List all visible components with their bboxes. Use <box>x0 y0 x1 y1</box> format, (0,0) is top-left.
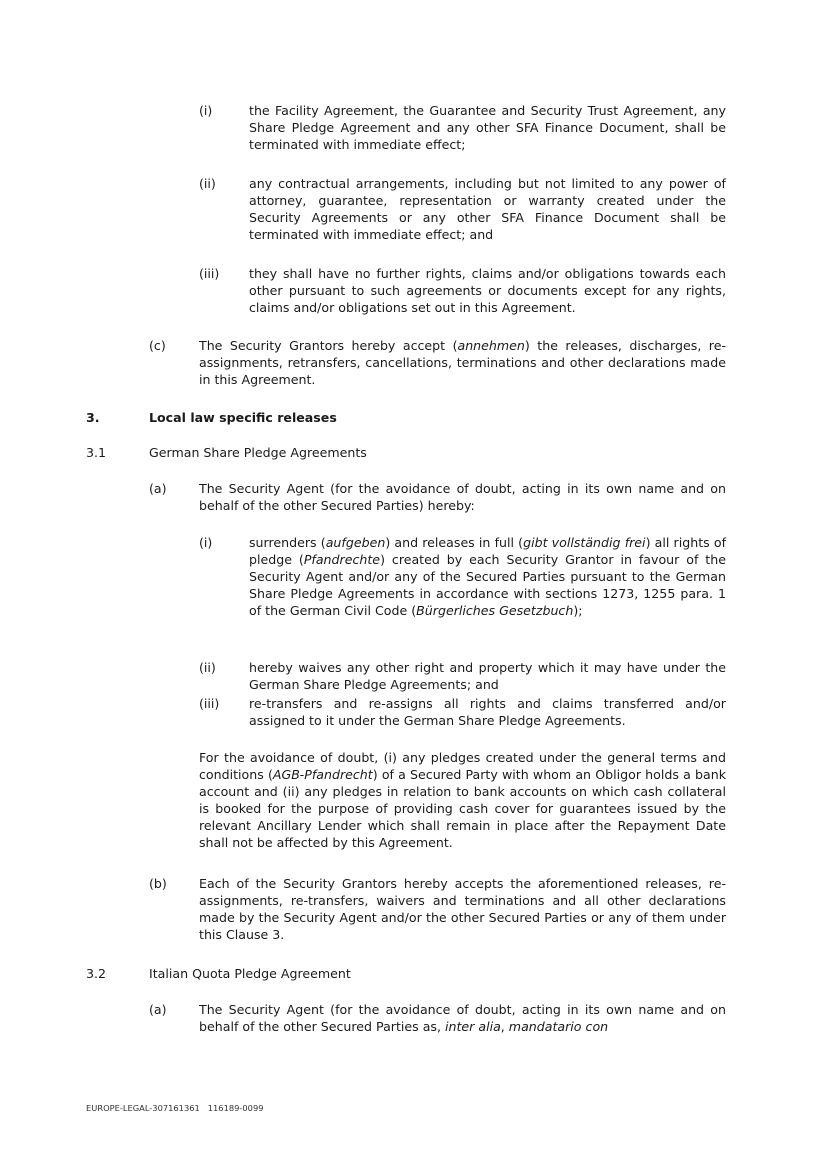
clause-text: surrenders (aufgeben) and releases in full (gibt vollständig frei) all rights of pledge (Pfandrechte) created by each Security Grantor in favour of the Security Agent and/or any of the Secured Parties pursuant to the German Share Pledge Agreements in accordance with sections 1273, 1255 para. 1 of the German Civil Code (Bürgerliches Gesetzbuch); <box>249 535 726 618</box>
item-number: (i) <box>199 103 213 118</box>
item-number: (ii) <box>199 176 216 191</box>
subsection-title: Italian Quota Pledge Agreement <box>149 966 351 981</box>
clause-text: For the avoidance of doubt, (i) any pledges created under the general terms and conditions (AGB-Pfandrecht) of a Secured Party with whom an Obligor holds a bank account and (ii) any pledges in relation to bank accounts on which cash collateral is booked for the purpose of providing cash cover for guarantees issued by the relevant Ancillary Lender which shall remain in place after the Repayment Date shall not be affected by this Agreement. <box>199 750 726 850</box>
item-number: (b) <box>149 876 167 891</box>
clause-text: hereby waives any other right and property which it may have under the German Share Pledge Agreements; and <box>249 660 726 692</box>
clause-text: Each of the Security Grantors hereby accepts the aforementioned releases, re-assignments, re-transfers, waivers and terminations and all other declarations made by the Security Agent and/or the other Secured Parties or any of them under this Clause 3. <box>199 876 726 942</box>
section-number: 3. <box>86 410 100 425</box>
item-number: (a) <box>149 1002 167 1017</box>
item-number: (c) <box>149 338 166 353</box>
document-footer <box>86 1103 264 1113</box>
item-number: (i) <box>199 535 213 550</box>
clause-text: any contractual arrangements, including but not limited to any power of attorney, guarantee, representation or warranty created under the Security Agreements or any other SFA Finance Document shall be terminated with immediate effect; and <box>249 176 726 242</box>
clause-text: The Security Agent (for the avoidance of doubt, acting in its own name and on behalf of the other Secured Parties as, inter alia, mandatario con <box>199 1002 726 1034</box>
item-number: (a) <box>149 481 167 496</box>
clause-text: The Security Agent (for the avoidance of doubt, acting in its own name and on behalf of the other Secured Parties) hereby: <box>199 481 726 513</box>
clause-text: they shall have no further rights, claims and/or obligations towards each other pursuant to such agreements or documents except for any rights, claims and/or obligations set out in this Agreement. <box>249 266 726 315</box>
item-number: (ii) <box>199 660 216 675</box>
subsection-number: 3.2 <box>86 966 107 981</box>
item-number: (iii) <box>199 696 220 711</box>
item-number: (iii) <box>199 266 220 281</box>
section-title: Local law specific releases <box>149 410 337 425</box>
matter-number: 116189-0099 <box>207 1103 264 1113</box>
clause-text: The Security Grantors hereby accept (annehmen) the releases, discharges, re-assignments, retransfers, cancellations, terminations and other declarations made in this Agreement. <box>199 338 726 387</box>
document-reference: EUROPE-LEGAL-307161361 <box>86 1103 200 1113</box>
subsection-title: German Share Pledge Agreements <box>149 445 367 460</box>
clause-text: re-transfers and re-assigns all rights and claims transferred and/or assigned to it under the German Share Pledge Agreements. <box>249 696 726 728</box>
clause-text: the Facility Agreement, the Guarantee and Security Trust Agreement, any Share Pledge Agreement and any other SFA Finance Document, shall be terminated with immediate effect; <box>249 103 726 152</box>
subsection-number: 3.1 <box>86 445 107 460</box>
